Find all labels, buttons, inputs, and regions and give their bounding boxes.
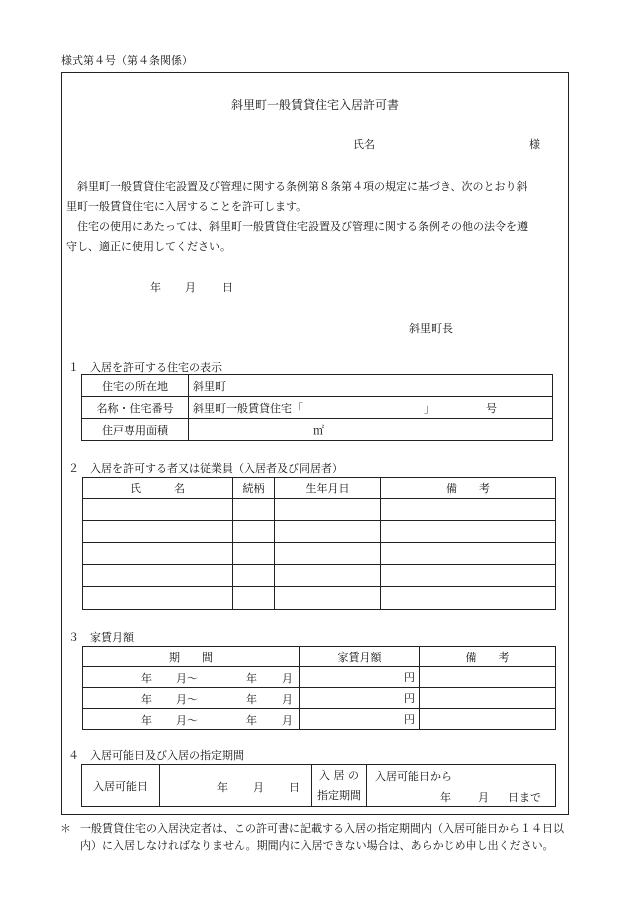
housing-name-close: 」 (424, 402, 435, 415)
body-line-3: 住宅の使用にあたっては、斜里町一般賃貸住宅設置及び管理に関する条例その他の法令を遵 (77, 220, 528, 233)
rent-amount-yen: 円 (300, 709, 420, 730)
addressee-name-label: 氏名 (353, 138, 375, 151)
issue-date-day: 日 (222, 281, 233, 294)
period-end-until: 日まで (508, 791, 541, 804)
footnote (60, 820, 580, 854)
table-row (83, 543, 556, 565)
rent-period-start-year: 年 (141, 672, 152, 685)
move-in-month: 月 (253, 781, 264, 794)
rent-table (82, 646, 556, 730)
rent-period-header: 期 間 (83, 647, 300, 667)
section1-heading: １ 入居を許可する住宅の表示 (68, 361, 222, 374)
rent-period-end-month: 月 (282, 672, 293, 685)
rent-period-start-month: 月～ (176, 714, 198, 727)
rent-amount-yen: 円 (300, 667, 420, 688)
rent-period-end-year: 年 (246, 693, 257, 706)
area-value (189, 419, 553, 441)
period-from-text: 入居可能日から (375, 770, 452, 783)
period-end-year: 年 (440, 791, 451, 804)
designated-period-label-line1: 入 居 の (319, 768, 359, 782)
issue-date-year: 年 (150, 281, 161, 294)
issue-date-month: 月 (185, 281, 196, 294)
body-line-1: 斜里町一般賃貸住宅設置及び管理に関する条例第８条第４項の規定に基づき、次のとおり斜 (77, 180, 528, 193)
location-value: 斜里町 (189, 375, 553, 397)
addressee-honorific: 様 (529, 138, 540, 151)
period-table (81, 764, 556, 807)
rent-amount-yen: 円 (300, 688, 420, 709)
occupant-remarks-header: 備 考 (381, 478, 556, 499)
housing-name-prefix: 斜里町一般賃貸住宅「 (193, 401, 303, 415)
location-label: 住宅の所在地 (82, 375, 189, 397)
rent-period-start-month: 月～ (176, 672, 198, 685)
issuer: 斜里町長 (409, 322, 453, 335)
area-unit: ㎡ (313, 424, 324, 437)
occupant-relation-header: 続柄 (233, 478, 275, 499)
area-label: 住戸専用面積 (82, 419, 189, 441)
table-row (83, 565, 556, 587)
rent-amount-header: 家賃月額 (300, 647, 420, 667)
rent-period-start-month: 月～ (176, 693, 198, 706)
rent-period-start-year: 年 (141, 714, 152, 727)
name-number-label: 名称・住宅番号 (82, 397, 189, 419)
occupant-birthdate-header: 生年月日 (275, 478, 381, 499)
section4-heading: ４ 入居可能日及び入居の指定期間 (68, 749, 244, 762)
designated-period-label-line2: 指定期間 (317, 788, 361, 802)
form-id: 様式第４号（第４条関係） (61, 54, 193, 67)
section2-heading: ２ 入居を許可する者又は従業員（入居者及び同居者） (68, 462, 343, 475)
table-row (83, 587, 556, 610)
document-title: 斜里町一般賃貸住宅入居許可書 (230, 98, 399, 112)
table-row (83, 667, 556, 688)
table-row (83, 499, 556, 521)
rent-remarks-header: 備 考 (420, 647, 556, 667)
table-row (83, 709, 556, 730)
designated-period-label (312, 765, 367, 807)
occupant-table (82, 477, 556, 610)
table-row (83, 688, 556, 709)
house-table (81, 374, 553, 441)
housing-number-suffix: 号 (486, 402, 497, 415)
move-in-date-label: 入居可能日 (82, 765, 160, 807)
body-line-2: 里町一般賃貸住宅に入居することを許可します。 (66, 200, 308, 213)
occupant-name-header: 氏 名 (83, 478, 233, 499)
rent-period-end-year: 年 (246, 714, 257, 727)
name-number-value (189, 397, 553, 419)
footnote-mark: ＊ (60, 822, 71, 835)
rent-period-start-year: 年 (141, 693, 152, 706)
rent-period-end-year: 年 (246, 672, 257, 685)
section3-heading: ３ 家賃月額 (68, 631, 134, 644)
table-row (83, 521, 556, 543)
body-line-4: 守し、適正に使用してください。 (66, 240, 231, 253)
period-end-month: 月 (478, 791, 489, 804)
footnote-text: 一般賃貸住宅の入居決定者は、この許可書に記載する入居の指定期間内（入居可能日から１４日以内）に入居しなければなりません。期間内に入居できない場合は、あらかじめ申し出ください。 (80, 822, 564, 852)
move-in-year: 年 (217, 781, 228, 794)
rent-period-end-month: 月 (282, 714, 293, 727)
rent-period-end-month: 月 (282, 693, 293, 706)
move-in-day: 日 (289, 781, 300, 794)
